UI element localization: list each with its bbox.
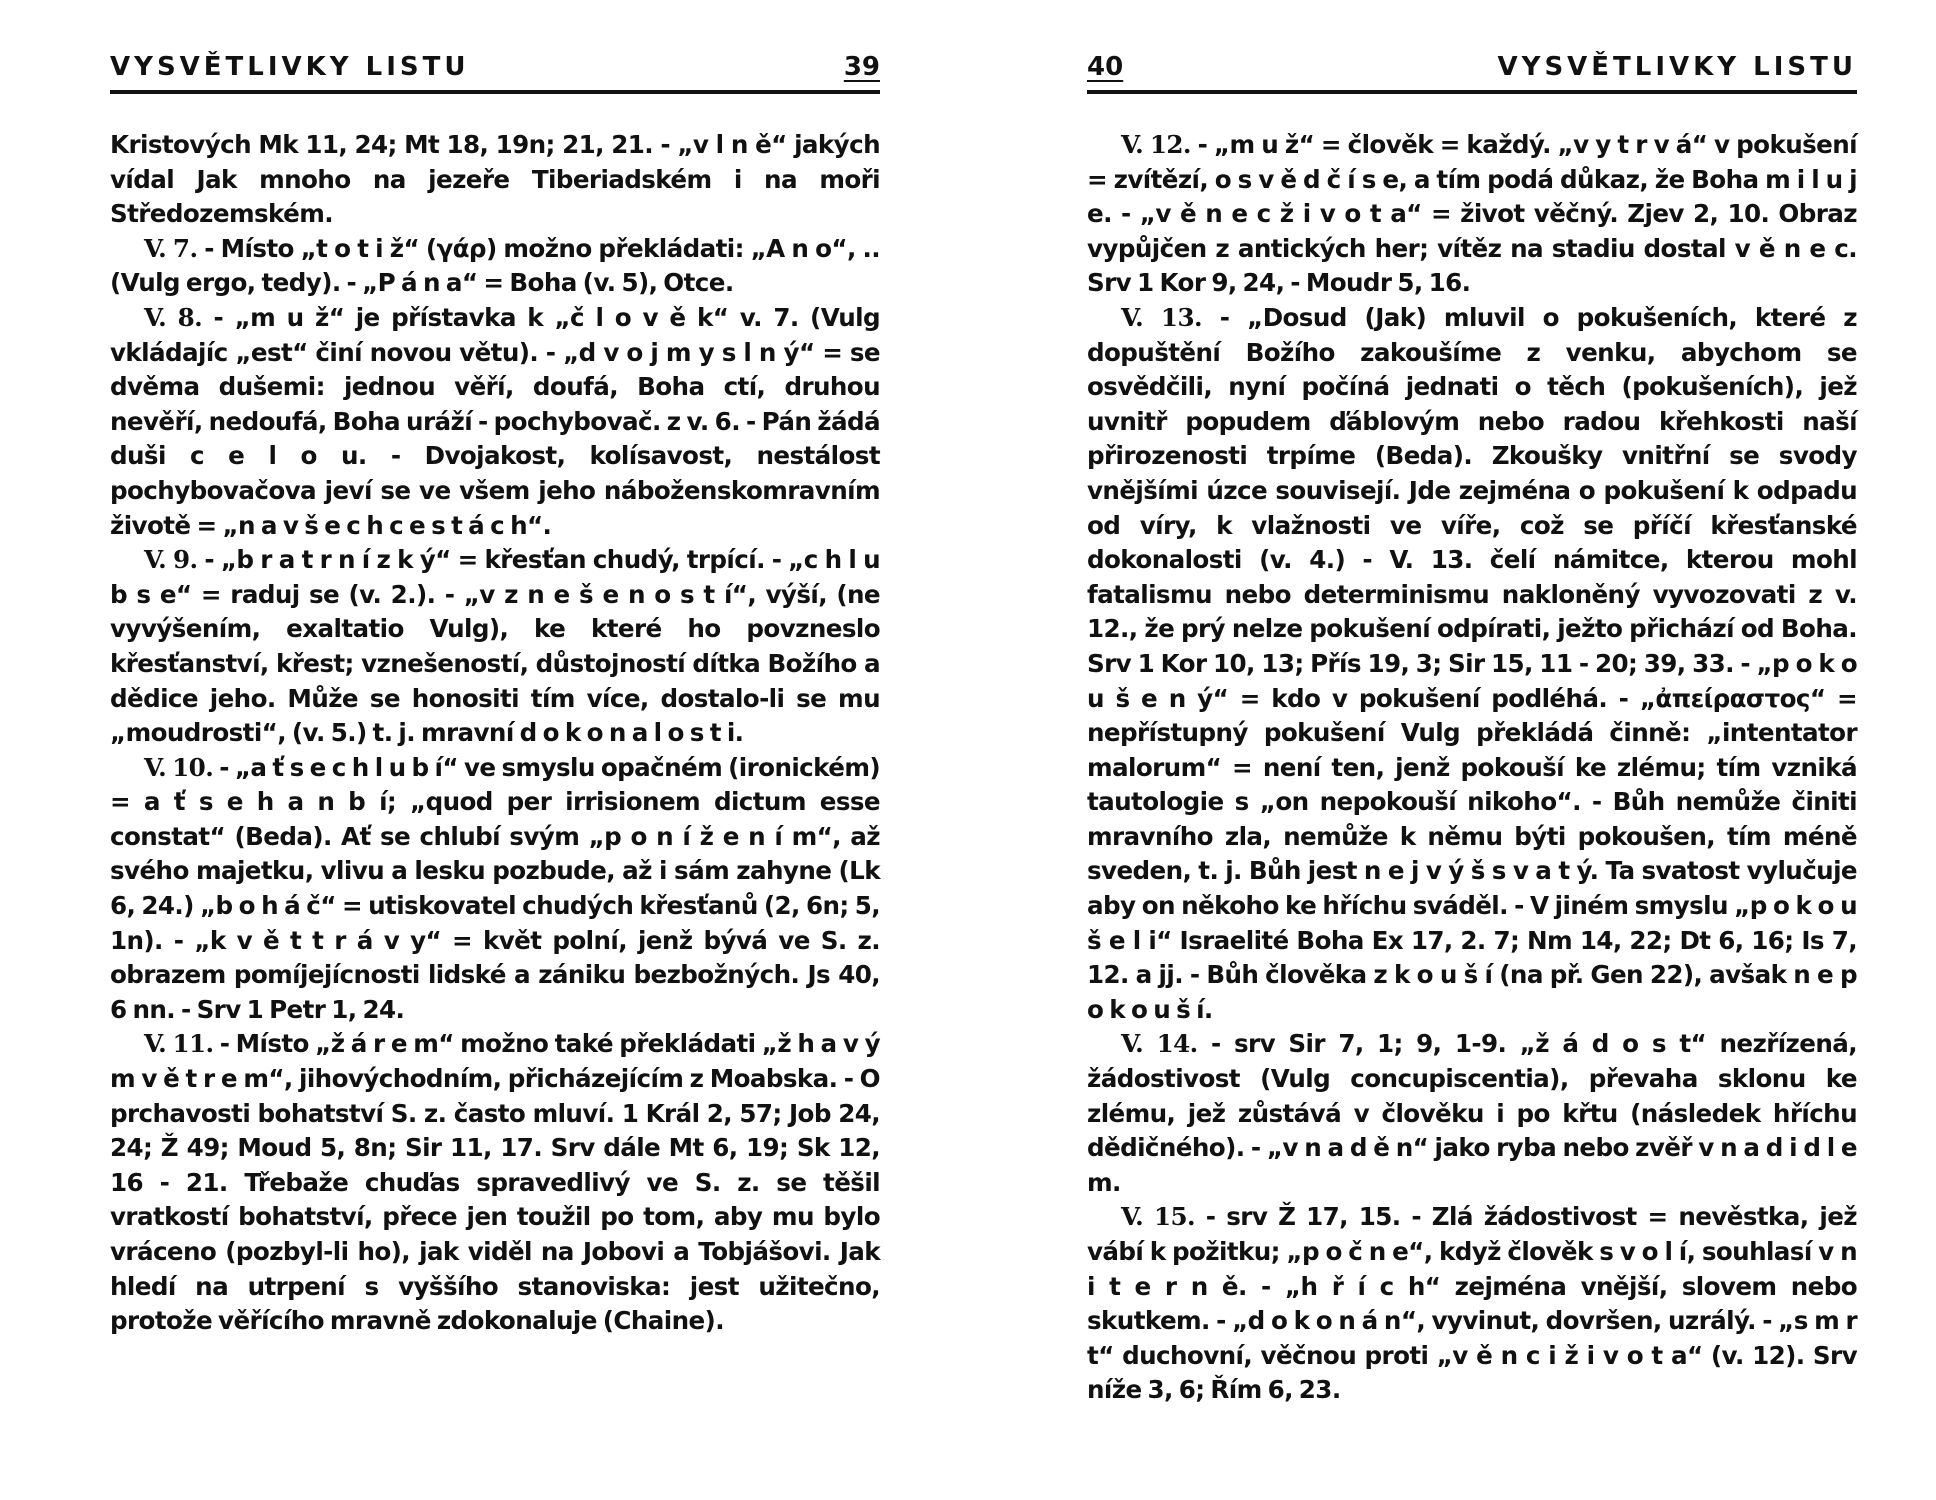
paragraph [110,1027,880,1338]
paragraph-text: - srv Ž 17, 15. - Zlá žádostivost = nevěstka, jež vábí k požitku; „p o č n e“, když člověk s v o l í, souhlasí v n i t e r n ě. - „h ř í c h“ zejména vnější, slovem nebo skutkem. - „d o k o n á n“, vyvinut, dovršen, uzrálý. - „s m r t“ duchovní, věčnou proti „v ě n c i ž i v o t a“ (v. 12). Srv níže 3, 6; Řím 6, 23. [1087,1202,1857,1405]
left-page [110,52,880,1339]
paragraph [1087,1027,1857,1200]
paragraph-text: - Místo „ž á r e m“ možno také překládati „ž h a v ý m v ě t r e m“, jihovýchodním, přicházejícím z Moabska. - O prchavosti bohatství S. z. často mluví. 1 Král 2, 57; Job 24, 24; Ž 49; Moud 5, 8n; Sir 11, 17. Srv dále Mt 6, 19; Sk 12, 16 - 21. Třebaže chuďas spravedlivý ve S. z. se těšil vratkostí bohatství, přece jen toužil po tom, aby mu bylo vráceno (pozbyl-li ho), jak viděl na Jobovi a Tobjášovi. Jak hledí na utrpení s vyššího stanoviska: jest užitečno, protože věřícího mravně zdokonaluje (Chaine). [110,1029,880,1336]
verse-number: V. 11. [144,1029,214,1059]
right-page [1087,52,1857,1408]
verse-number: V. 14. [1121,1029,1198,1059]
header-title: VYSVĚTLIVKY LISTU [110,52,470,82]
running-header [110,52,880,94]
paragraph-text: - srv Sir 7, 1; 9, 1-9. „ž á d o s t“ nezřízená, žádostivost (Vulg concupiscentia), převaha sklonu ke zlému, jež zůstává v člověku i po křtu (následek hříchu dědičného). - „v n a d ě n“ jako ryba nebo zvěř v n a d i d l e m. [1087,1029,1857,1197]
page-number: 40 [1087,52,1124,82]
verse-number: V. 8. [144,302,203,332]
paragraph [110,128,880,232]
paragraph-text: - „b r a t r n í z k ý“ = křesťan chudý, trpící. - „c h l u b s e“ = raduj se (v. 2.). - „v z n e š e n o s t í“, výší, (ne vyvýšením, exaltatio Vulg), ke které ho povzneslo křesťanství, křest; vznešeností, důstojností dítka Božího a dědice jeho. Může se honositi tím více, dostalo-li se mu „moudrosti“, (v. 5.) t. j. mravní d o k o n a l o s t i. [110,545,880,748]
verse-number: V. 13. [1121,302,1202,332]
commentary-text [1087,128,1857,1408]
verse-number: V. 10. [144,752,214,782]
paragraph [110,301,880,543]
paragraph [1087,128,1857,301]
paragraph-text: - „Dosud (Jak) mluvil o pokušeních, které z dopuštění Božího zakoušíme z venku, abychom se osvědčili, nyní počíná jednati o těch (pokušeních), jež uvnitř popudem ďáblovým nebo radou křehkosti naší přirozenosti trpíme (Beda). Zkoušky vnitřní se svody vnějšími úzce souvisejí. Jde zejména o pokušení k odpadu od víry, k vlažnosti ve víře, což se příčí křesťanské dokonalosti (v. 4.) - V. 13. čelí námitce, kterou mohl fatalismu nebo determinismu nakloněný vyvozovati z v. 12., že prý nelze pokušení odpírati, ježto přichází od Boha. Srv 1 Kor 10, 13; Přís 19, 3; Sir 15, 11 - 20; 39, 33. - „p o k o u š e n ý“ = kdo v pokušení podléhá. - „ἀπείραστος“ = nepřístupný pokušení Vulg překládá činně: „intentator malorum“ = není ten, jenž pokouší ke zlému; tím vzniká tautologie s „on nepokouší nikoho“. - Bůh nemůže činiti mravního zla, nemůže k němu býti pokoušen, tím méně sveden, t. j. Bůh jest n e j v ý š s v a t ý. Ta svatost vylučuje aby on někoho ke hříchu sváděl. - V jiném smyslu „p o k o u š e l i“ Israelité Boha Ex 17, 2. 7; Nm 14, 22; Dt 6, 16; Is 7, 12. a jj. - Bůh člověka z k o u š í (na př. Gen 22), avšak n e p o k o u š í. [1087,302,1858,1024]
running-header [1087,52,1857,94]
commentary-text [110,128,880,1339]
paragraph-text: - Místo „t o t i ž“ (γάρ) možno překládati: „A n o“, .. (Vulg ergo, tedy). - „P á n a“ = Boha (v. 5), Otce. [110,233,880,298]
paragraph-text: - „m u ž“ je přístavka k „č l o v ě k“ v. 7. (Vulg vkládajíc „est“ činí novou větu). - „d v o j m y s l n ý“ = se dvěma dušemi: jednou věří, doufá, Boha ctí, druhou nevěří, nedoufá, Boha uráží - pochybovač. z v. 6. - Pán žádá duši c e l o u. - Dvojakost, kolísavost, nestálost pochybovačova jeví se ve všem jeho náboženskomravním životě = „n a v š e c h c e s t á c h“. [110,302,880,540]
paragraph [1087,1200,1857,1408]
paragraph [110,751,880,1028]
paragraph-text: - „m u ž“ = člověk = každý. „v y t r v á“ v pokušení = zvítězí, o s v ě d č í s e, a tím podá důkaz, že Boha m i l u j e. - „v ě n e c ž i v o t a“ = život věčný. Zjev 2, 10. Obraz vypůjčen z antických her; vítěz na stadiu dostal v ě n e c. Srv 1 Kor 9, 24, - Moudr 5, 16. [1087,130,1857,298]
paragraph-text: Kristových Mk 11, 24; Mt 18, 19n; 21, 21. - „v l n ě“ jakých vídal Jak mnoho na jezeře Tiberiadském i na moři Středozemském. [110,130,880,229]
verse-number: V. 15. [1121,1202,1195,1232]
verse-number: V. 9. [144,545,198,575]
paragraph [110,232,880,301]
paragraph [1087,301,1857,1027]
paragraph [110,543,880,751]
verse-number: V. 12. [1121,130,1191,159]
header-title: VYSVĚTLIVKY LISTU [1497,52,1857,82]
page-number: 39 [843,52,880,82]
verse-number: V. 7. [144,233,198,263]
paragraph-text: - „a ť s e c h l u b í“ ve smyslu opačném (ironickém) = a ť s e h a n b í; „quod per irrisionem dictum esse constat“ (Beda). Ať se chlubí svým „p o n í ž e n í m“, až svého majetku, vlivu a lesku pozbude, až i sám zahyne (Lk 6, 24.) „b o h á č“ = utiskovatel chudých křesťanů (2, 6n; 5, 1n). - „k v ě t t r á v y“ = květ polní, jenž bývá ve S. z. obrazem pomíjejícnosti lidské a zániku bezbožných. Js 40, 6 nn. - Srv 1 Petr 1, 24. [110,752,880,1024]
